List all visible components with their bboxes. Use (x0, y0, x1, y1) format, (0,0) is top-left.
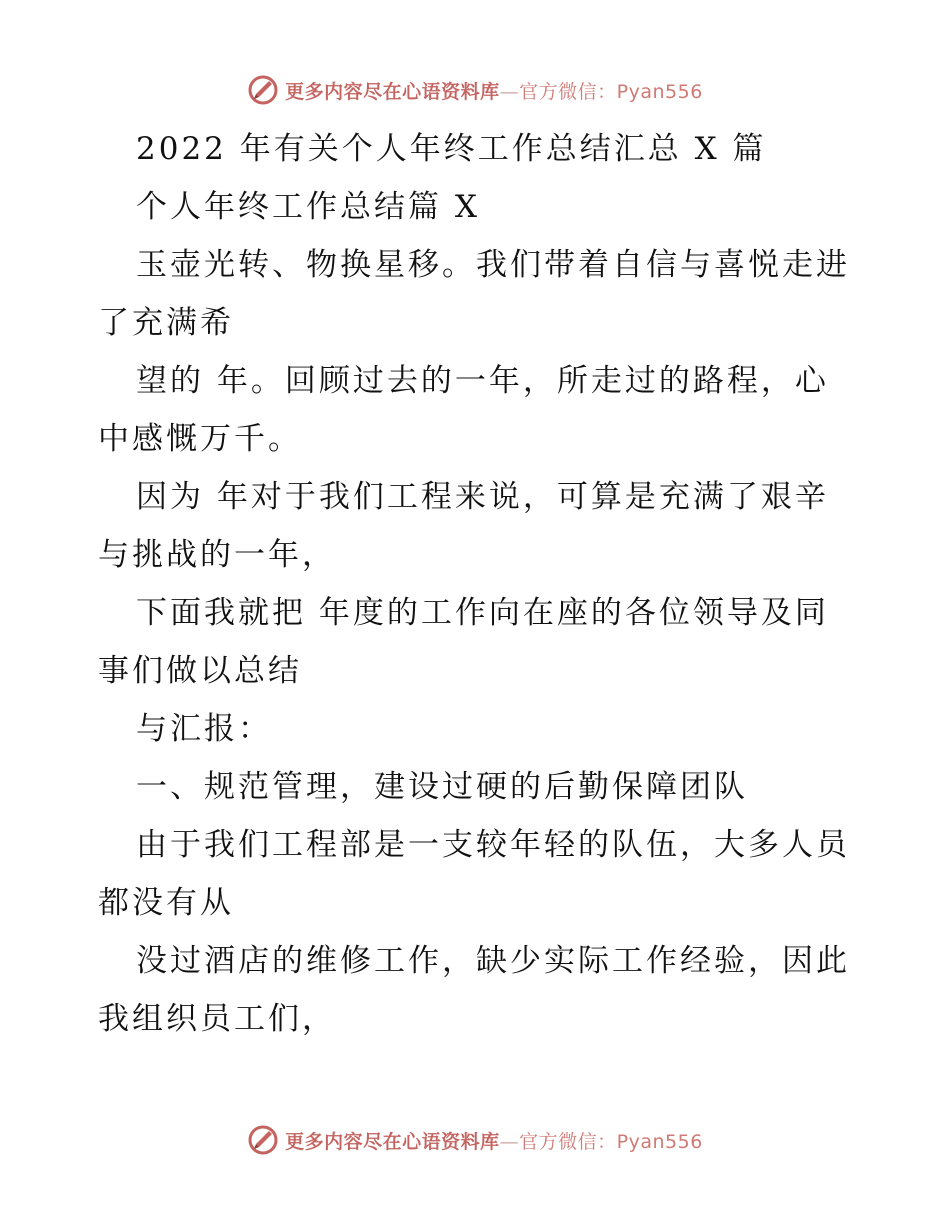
banner-text (285, 1127, 703, 1154)
paragraph-line: 与挑战的一年， (98, 537, 336, 573)
footer-banner (0, 1120, 950, 1160)
paragraph-line: 没过酒店的维修工作，缺少实际工作经验，因此 (136, 943, 850, 979)
logo-icon (247, 1124, 279, 1156)
paragraph-line: 了充满希 (98, 305, 234, 341)
paragraph-line: 与汇报： (136, 711, 272, 747)
paragraph-line: 下面我就把 年度的工作向在座的各位领导及同 (136, 595, 829, 631)
paragraph-line: 望的 年。回顾过去的一年，所走过的路程，心 (136, 363, 829, 399)
banner-separator: — (499, 1130, 520, 1153)
banner-slogan: 更多内容尽在心语资料库 (285, 80, 500, 103)
banner-text (285, 77, 703, 104)
paragraph-line: 都没有从 (98, 885, 234, 921)
banner-wechat: 官方微信：Pyan556 (519, 80, 703, 103)
paragraph-line: 因为 年对于我们工程来说，可算是充满了艰辛 (136, 479, 829, 515)
banner-slogan: 更多内容尽在心语资料库 (285, 1130, 500, 1153)
paragraph-line: 事们做以总结 (98, 653, 302, 689)
paragraph-line: 由于我们工程部是一支较年轻的队伍，大多人员 (136, 827, 850, 863)
logo-icon (247, 74, 279, 106)
paragraph-line: 中感慨万千。 (98, 421, 302, 457)
banner-separator: — (499, 80, 520, 103)
section-title: 个人年终工作总结篇 X (136, 189, 480, 225)
banner-wechat: 官方微信：Pyan556 (519, 1130, 703, 1153)
paragraph-line: 我组织员工们， (98, 1001, 336, 1037)
document-body (98, 120, 858, 1048)
document-title: 2022 年有关个人年终工作总结汇总 X 篇 (136, 131, 767, 167)
paragraph-line: 玉壶光转、物换星移。我们带着自信与喜悦走进 (136, 247, 850, 283)
section-heading: 一、规范管理，建设过硬的后勤保障团队 (136, 769, 748, 805)
header-banner (0, 70, 950, 110)
